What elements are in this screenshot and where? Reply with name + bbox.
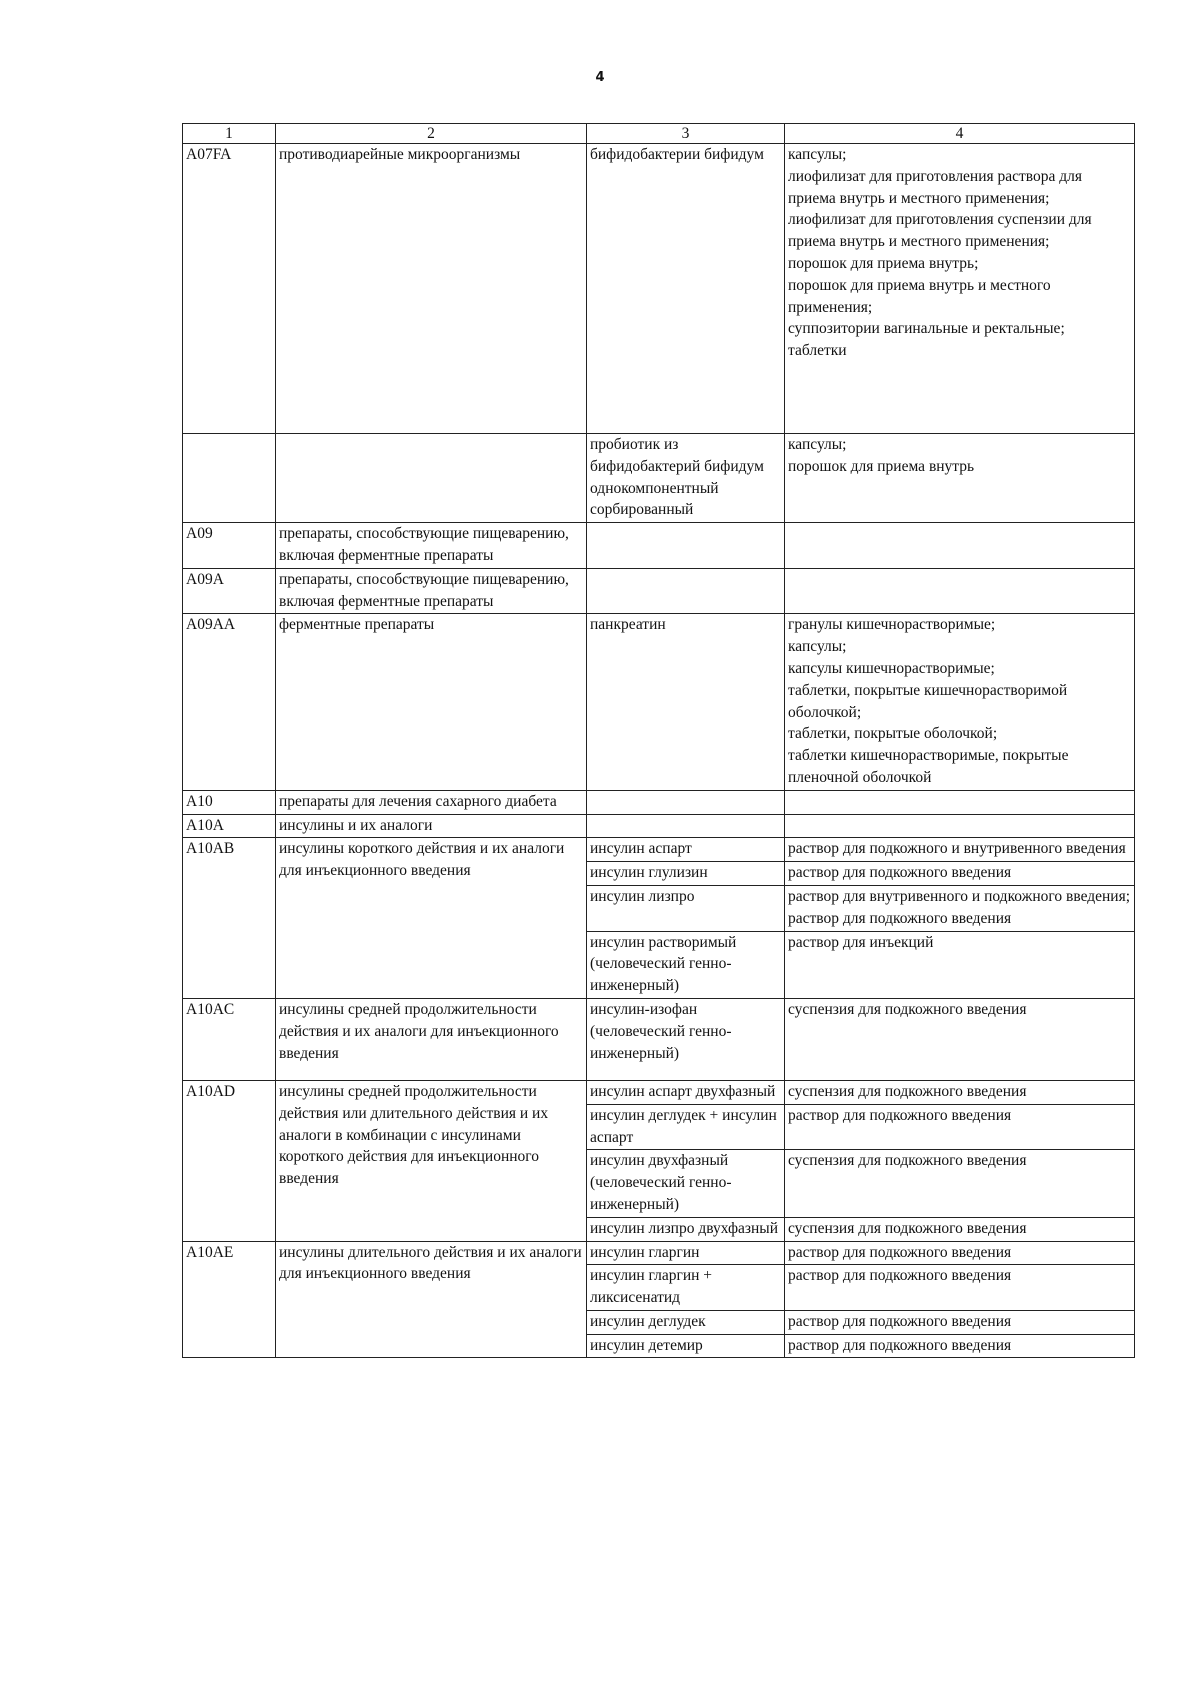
group-name-cell: инсулины короткого действия и их аналоги для инъекционного введения	[276, 838, 587, 999]
drug-name-cell: инсулин деглудек + инсулин аспарт	[587, 1104, 785, 1150]
dosage-forms-cell	[785, 814, 1135, 838]
group-name-cell: инсулины длительного действия и их аналоги для инъекционного введения	[276, 1241, 587, 1358]
atc-code-cell	[183, 434, 276, 523]
atc-code-cell: A09	[183, 523, 276, 569]
dosage-forms-cell	[785, 790, 1135, 814]
drug-name-cell	[587, 568, 785, 614]
group-name-cell: препараты, способствующие пищеварению, включая ферментные препараты	[276, 523, 587, 569]
drug-name-cell: инсулин лизпро	[587, 885, 785, 931]
drug-name-cell: бифидобактерии бифидум	[587, 144, 785, 434]
table-row	[183, 614, 1135, 790]
group-name-cell	[276, 434, 587, 523]
medicines-table	[182, 123, 1135, 1358]
table-row	[183, 568, 1135, 614]
atc-code-cell: A10AC	[183, 998, 276, 1080]
dosage-forms-cell: суспензия для подкожного введения	[785, 1150, 1135, 1217]
drug-name-cell	[587, 523, 785, 569]
dosage-forms-cell: раствор для подкожного и внутривенного введения	[785, 838, 1135, 862]
dosage-forms-cell: гранулы кишечнорастворимые; капсулы; капсулы кишечнорастворимые; таблетки, покрытые кишечнорастворимой оболочкой; таблетки, покрытые оболочкой; таблетки кишечнорастворимые, покрытые пленочной оболочкой	[785, 614, 1135, 790]
dosage-forms-cell: суспензия для подкожного введения	[785, 1217, 1135, 1241]
atc-code-cell: A09A	[183, 568, 276, 614]
drug-name-cell: инсулин двухфазный (человеческий генно-инженерный)	[587, 1150, 785, 1217]
table-row	[183, 838, 1135, 862]
atc-code-cell: A10AD	[183, 1080, 276, 1241]
dosage-forms-cell	[785, 523, 1135, 569]
drug-name-cell: инсулин гларгин + ликсисенатид	[587, 1265, 785, 1311]
drug-name-cell: инсулин лизпро двухфазный	[587, 1217, 785, 1241]
dosage-forms-cell: раствор для подкожного введения	[785, 1310, 1135, 1334]
drug-name-cell: инсулин-изофан (человеческий генно-инженерный)	[587, 998, 785, 1080]
atc-code-cell: A10A	[183, 814, 276, 838]
dosage-forms-cell: раствор для подкожного введения	[785, 1241, 1135, 1265]
dosage-forms-cell: капсулы; лиофилизат для приготовления раствора для приема внутрь и местного применения; лиофилизат для приготовления суспензии для приема внутрь и местного применения; порошок для приема внутрь; порошок для приема внутрь и местного применения; суппозитории вагинальные и ректальные; таблетки	[785, 144, 1135, 434]
table-row	[183, 814, 1135, 838]
table-row	[183, 1241, 1135, 1265]
group-name-cell: препараты для лечения сахарного диабета	[276, 790, 587, 814]
table-row	[183, 1080, 1135, 1104]
group-name-cell: препараты, способствующие пищеварению, включая ферментные препараты	[276, 568, 587, 614]
group-name-cell: противодиарейные микроорганизмы	[276, 144, 587, 434]
drug-name-cell: инсулин аспарт двухфазный	[587, 1080, 785, 1104]
dosage-forms-cell: суспензия для подкожного введения	[785, 998, 1135, 1080]
drug-name-cell: инсулин глулизин	[587, 862, 785, 886]
dosage-forms-cell: раствор для подкожного введения	[785, 1104, 1135, 1150]
atc-code-cell: A10AB	[183, 838, 276, 999]
dosage-forms-cell	[785, 568, 1135, 614]
atc-code-cell: A09AA	[183, 614, 276, 790]
table-row	[183, 144, 1135, 434]
drug-name-cell	[587, 814, 785, 838]
drug-name-cell: инсулин растворимый (человеческий генно-инженерный)	[587, 931, 785, 998]
dosage-forms-cell: раствор для подкожного введения	[785, 862, 1135, 886]
drug-name-cell	[587, 790, 785, 814]
drug-name-cell: инсулин деглудек	[587, 1310, 785, 1334]
header-col-4: 4	[785, 124, 1135, 144]
header-col-1: 1	[183, 124, 276, 144]
drug-name-cell: пробиотик из бифидобактерий бифидум однокомпонентный сорбированный	[587, 434, 785, 523]
header-row	[183, 124, 1135, 144]
header-col-2: 2	[276, 124, 587, 144]
dosage-forms-cell: раствор для внутривенного и подкожного введения; раствор для подкожного введения	[785, 885, 1135, 931]
group-name-cell: инсулины и их аналоги	[276, 814, 587, 838]
atc-code-cell: A10	[183, 790, 276, 814]
group-name-cell: инсулины средней продолжительности действия и их аналоги для инъекционного введения	[276, 998, 587, 1080]
drug-name-cell: инсулин гларгин	[587, 1241, 785, 1265]
table-row	[183, 998, 1135, 1080]
table-row	[183, 523, 1135, 569]
atc-code-cell: A07FA	[183, 144, 276, 434]
table-row	[183, 790, 1135, 814]
atc-code-cell: A10AE	[183, 1241, 276, 1358]
dosage-forms-cell: раствор для подкожного введения	[785, 1334, 1135, 1358]
table-row	[183, 434, 1135, 523]
drug-name-cell: панкреатин	[587, 614, 785, 790]
dosage-forms-cell: раствор для инъекций	[785, 931, 1135, 998]
group-name-cell: ферментные препараты	[276, 614, 587, 790]
group-name-cell: инсулины средней продолжительности действия или длительного действия и их аналоги в комбинации с инсулинами короткого действия для инъекционного введения	[276, 1080, 587, 1241]
dosage-forms-cell: суспензия для подкожного введения	[785, 1080, 1135, 1104]
dosage-forms-cell: капсулы; порошок для приема внутрь	[785, 434, 1135, 523]
page-number: 4	[595, 70, 605, 85]
drug-name-cell: инсулин детемир	[587, 1334, 785, 1358]
dosage-forms-cell: раствор для подкожного введения	[785, 1265, 1135, 1311]
header-col-3: 3	[587, 124, 785, 144]
drug-name-cell: инсулин аспарт	[587, 838, 785, 862]
